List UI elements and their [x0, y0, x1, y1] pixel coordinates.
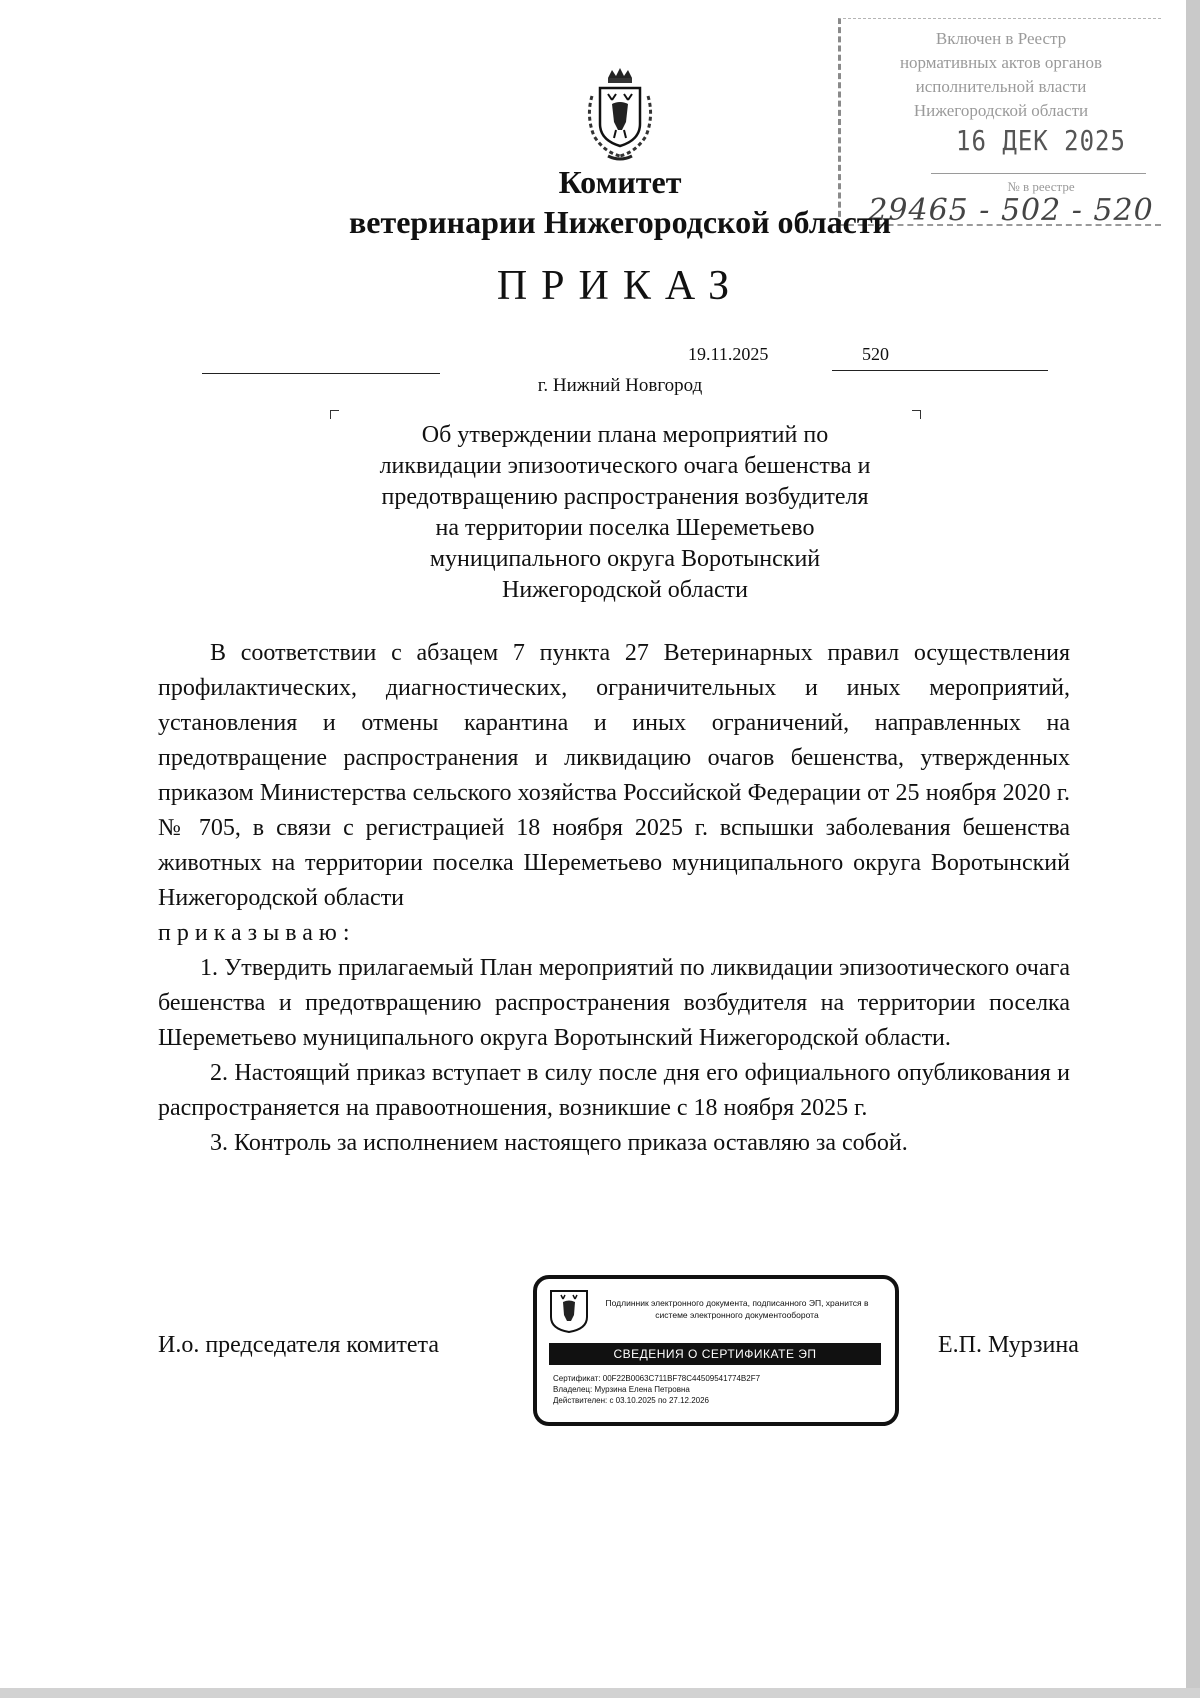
certificate-serial: Сертификат: 00F22B0063C711BF78C44509541774B2F7	[553, 1374, 761, 1383]
title-corner-right	[912, 410, 921, 419]
org-name-line1: Комитет	[558, 164, 682, 200]
stamp-rule	[931, 173, 1146, 174]
subject-line: муниципального округа Воротынский	[429, 546, 821, 572]
number-underline	[832, 370, 1048, 371]
coat-of-arms-icon	[578, 66, 662, 162]
signer-position: И.о. председателя комитета	[158, 1332, 439, 1358]
certificate-heading: СВЕДЕНИЯ О СЕРТИФИКАТЕ ЭП	[549, 1343, 881, 1365]
stamp-registry-label: № в реестре	[1007, 179, 1075, 194]
subject-line: предотвращению распространения возбудителя	[381, 484, 869, 510]
item-3-paragraph: 3. Контроль за исполнением настоящего приказа оставляю за собой.	[210, 1130, 908, 1156]
doc-number: 520	[862, 344, 889, 364]
subject-line: Об утверждении плана мероприятий по	[421, 422, 829, 448]
stamp-line: исполнительной власти	[915, 77, 1087, 96]
deer-emblem-icon	[549, 1289, 589, 1333]
title-corner-left	[330, 410, 339, 419]
doc-type-title: ПРИКАЗ	[496, 263, 744, 309]
certificate-owner: Владелец: Мурзина Елена Петровна	[553, 1385, 690, 1394]
subject-line: Нижегородской области	[501, 577, 749, 603]
item-2-paragraph: 2. Настоящий приказ вступает в силу после дня его официального опубликования и распространяется на правоотношения, возникшие с 18 ноября 2025 г.	[158, 1060, 1070, 1121]
e-signature-certificate	[533, 1275, 899, 1426]
stamp-line: Нижегородской области	[913, 101, 1089, 120]
certificate-validity: Действителен: с 03.10.2025 по 27.12.2026	[553, 1396, 709, 1405]
stamp-line: Включен в Реестр	[935, 29, 1067, 48]
signer-name: Е.П. Мурзина	[938, 1332, 1079, 1358]
doc-date: 19.11.2025	[688, 344, 769, 364]
subject-line: ликвидации эпизоотического очага бешенства и	[379, 453, 871, 479]
stamp-line: нормативных актов органов	[899, 53, 1103, 72]
doc-city: г. Нижний Новгород	[537, 375, 703, 396]
stamp-registry-number: 29465 - 502 - 520	[868, 193, 1154, 228]
doc-body	[158, 636, 1070, 1161]
org-name-line2: ветеринарии Нижегородской области	[348, 204, 892, 240]
preamble-paragraph: В соответствии с абзацем 7 пункта 27 Ветеринарных правил осуществления профилактических, диагностических, ограничительных и иных мероприятий, установления и отмены карантина и иных ограничений, направленных на предотвращение распространения и ликвидацию очагов бешенства, утвержденных приказом Министерства сельского хозяйства Российской Федерации от 25 ноября 2020 г. № 705, в связи с регистрацией 18 ноября 2025 г. вспышки заболевания бешенства животных на территории поселка Шереметьево муниципального округа Воротынский Нижегородской области	[158, 640, 1070, 911]
item-1-paragraph: 1. Утвердить прилагаемый План мероприятий по ликвидации эпизоотического очага бешенства и предотвращению распространения возбудителя на территории поселка Шереметьево муниципального округа Воротынский Нижегородской области.	[158, 955, 1070, 1051]
certificate-note: Подлинник электронного документа, подписанного ЭП, хранится в системе электронного документооборота	[605, 1298, 869, 1320]
scan-edge-right	[1186, 0, 1200, 1698]
scan-edge-bottom	[0, 1688, 1200, 1698]
stamp-date: 16 ДЕК 2025	[956, 124, 1126, 158]
decree-word: приказываю:	[158, 920, 356, 946]
date-underline-left	[202, 373, 440, 374]
doc-subject	[320, 420, 930, 606]
subject-line: на территории поселка Шереметьево	[435, 515, 815, 541]
